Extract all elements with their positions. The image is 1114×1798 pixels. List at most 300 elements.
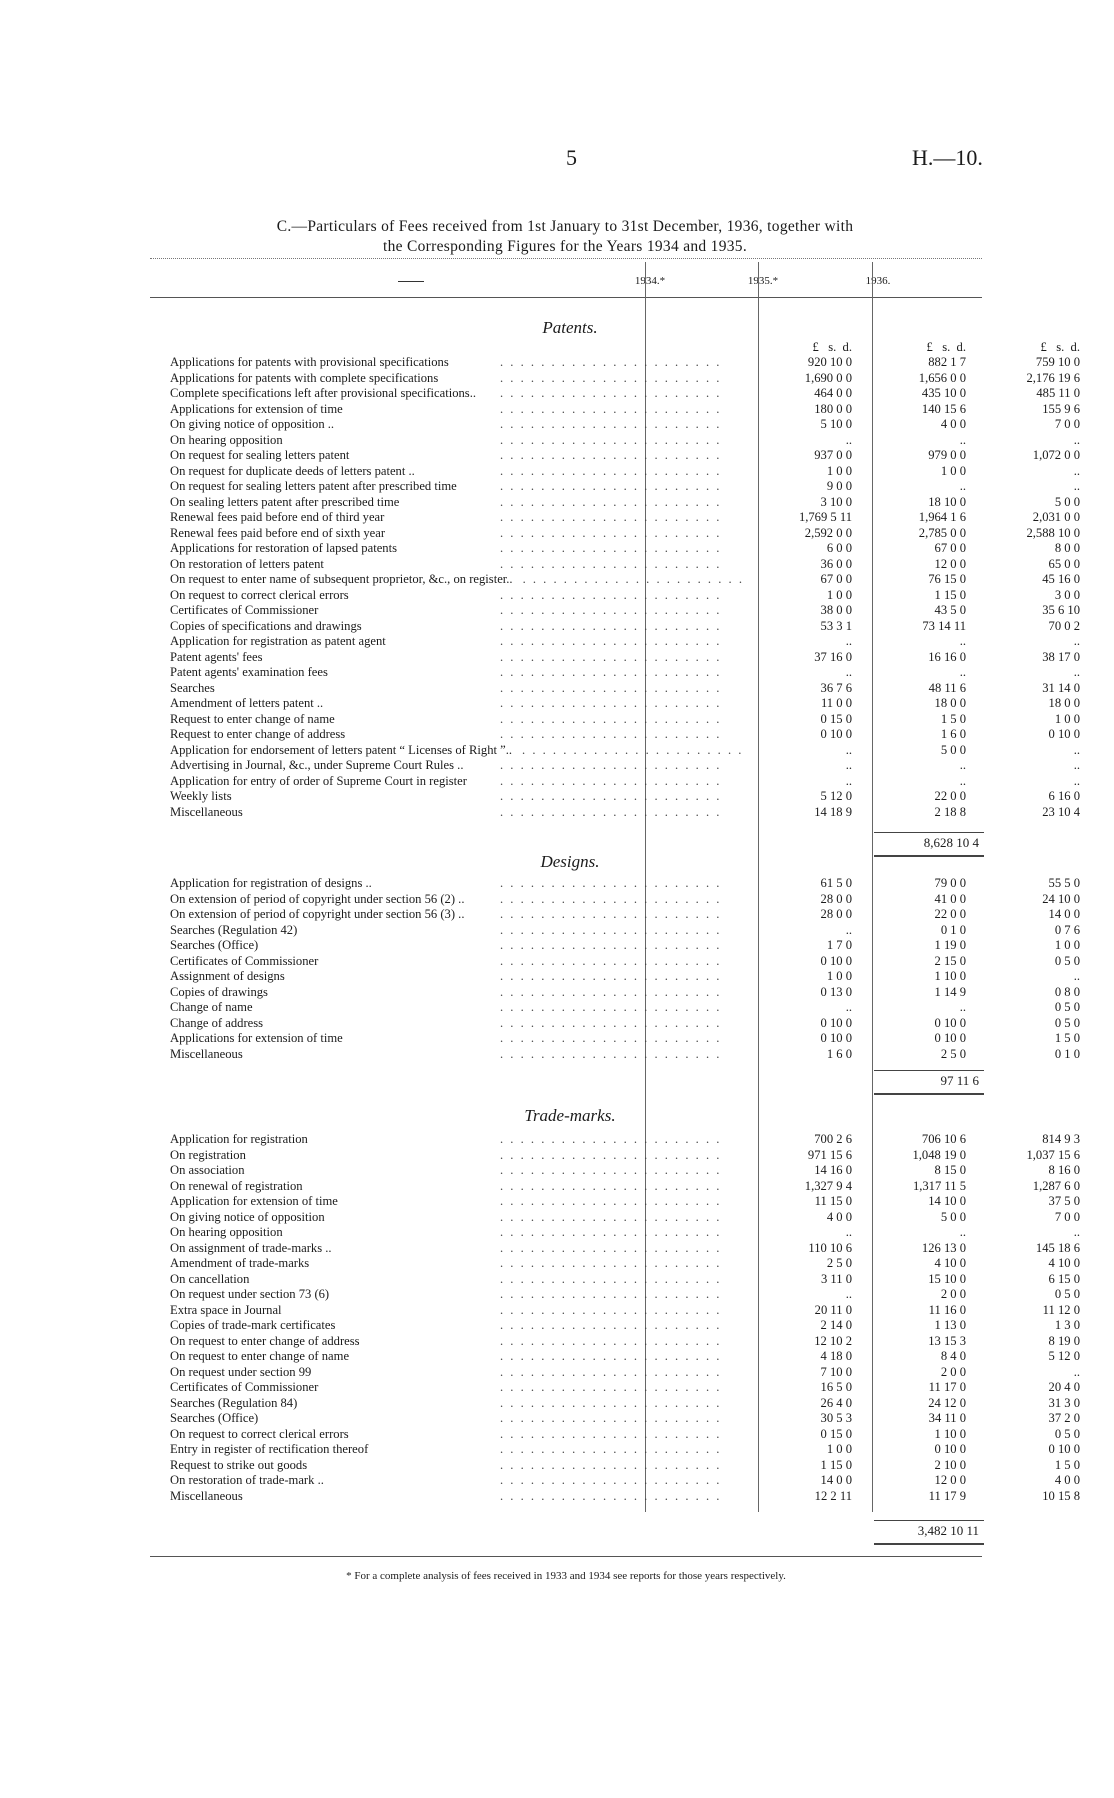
- label-column-dash: [398, 281, 424, 282]
- leader-dots: . . . . . . . . . . . . . . . . . . . . . .: [500, 1488, 722, 1503]
- table-row: [170, 1209, 1080, 1226]
- row-label: Application for endorsement of letters patent “ Licenses of Right ”..: [170, 742, 513, 757]
- amount-1936: 0 10 0: [1048, 1442, 1080, 1456]
- leader-dots: . . . . . . . . . . . . . . . . . . . . . .: [500, 448, 722, 462]
- leader-dots: . . . . . . . . . . . . . . . . . . . . . .: [500, 417, 722, 431]
- amount-1934: 920 10 0: [807, 355, 852, 369]
- amount-1935: 706 10 6: [921, 1132, 966, 1146]
- amount-1934: 26 4 0: [820, 1395, 852, 1410]
- amount-1935: 4 10 0: [934, 1256, 966, 1270]
- amount-1934: ..: [845, 758, 852, 772]
- amount-1935: 1 10 0: [934, 969, 966, 983]
- amount-1934: 2 5 0: [826, 1256, 852, 1270]
- leader-dots: . . . . . . . . . . . . . . . . . . . . . .: [522, 742, 744, 757]
- amount-1934: 3 10 0: [820, 494, 852, 509]
- row-label: Weekly lists: [170, 789, 232, 803]
- amount-1934: 1 0 0: [826, 1442, 852, 1456]
- row-label: Copies of drawings: [170, 984, 268, 999]
- amount-1934: 37 16 0: [814, 649, 852, 664]
- table-row: [170, 1256, 1080, 1272]
- table-row: [170, 603, 1080, 619]
- leader-dots: . . . . . . . . . . . . . . . . . . . . . .: [500, 1046, 722, 1061]
- table-row: [170, 938, 1080, 954]
- leader-dots: . . . . . . . . . . . . . . . . . . . . . .: [500, 773, 722, 788]
- row-label: Application for registration: [170, 1132, 308, 1146]
- leader-dots: . . . . . . . . . . . . . . . . . . . . . .: [500, 1000, 722, 1014]
- leader-dots: . . . . . . . . . . . . . . . . . . . . . .: [500, 1271, 722, 1286]
- leader-dots: . . . . . . . . . . . . . . . . . . . . . .: [500, 649, 722, 664]
- amount-1936: 8 16 0: [1048, 1163, 1080, 1177]
- designs-total: 97 11 6: [940, 1073, 979, 1088]
- row-label: On association: [170, 1163, 245, 1177]
- amount-1934: 11 15 0: [814, 1194, 852, 1208]
- amount-1936: 2,031 0 0: [1032, 510, 1080, 524]
- column-header-1934: 1934.*: [634, 275, 666, 287]
- amount-1935: 2 10 0: [934, 1457, 966, 1472]
- section-title-designs: Designs.: [540, 852, 600, 871]
- leader-dots: . . . . . . . . . . . . . . . . . . . . . .: [500, 1395, 722, 1410]
- row-label: Entry in register of rectification thereof: [170, 1442, 369, 1456]
- row-label: On request under section 99: [170, 1364, 312, 1379]
- amount-1936: 31 14 0: [1042, 680, 1080, 695]
- table-row: [170, 618, 1080, 635]
- leader-dots: . . . . . . . . . . . . . . . . . . . . . .: [500, 1163, 722, 1177]
- designs-rows: [170, 876, 1080, 1062]
- amount-1936: 1,037 15 6: [1026, 1147, 1080, 1162]
- amount-1934: ..: [845, 665, 852, 679]
- table-row: [170, 1240, 1080, 1257]
- amount-1935: 1,317 11 5: [912, 1178, 966, 1193]
- amount-1936: 485 11 0: [1036, 386, 1080, 400]
- table-row: [170, 1031, 1080, 1047]
- table-row: [170, 758, 1080, 774]
- amount-1935: 140 15 6: [921, 401, 966, 416]
- table-row: [170, 1271, 1080, 1288]
- amount-1934: 5 12 0: [820, 789, 852, 803]
- units-1935: £ s. d.: [926, 340, 966, 354]
- amount-1935: ..: [959, 479, 966, 493]
- amount-1935: 2 0 0: [940, 1364, 966, 1379]
- amount-1935: ..: [959, 1225, 966, 1239]
- amount-1934: 700 2 6: [814, 1132, 852, 1146]
- amount-1936: ..: [1073, 432, 1080, 447]
- units-1936: £ s. d.: [1040, 340, 1080, 354]
- leader-dots: . . . . . . . . . . . . . . . . . . . . . .: [500, 1132, 722, 1146]
- amount-1935: ..: [959, 773, 966, 788]
- row-label: Searches (Office): [170, 938, 259, 952]
- table-row: [170, 1395, 1080, 1412]
- row-label: Miscellaneous: [170, 1488, 243, 1503]
- leader-dots: . . . . . . . . . . . . . . . . . . . . . .: [500, 1015, 722, 1030]
- amount-1935: 1 5 0: [940, 711, 966, 726]
- table-row: [170, 1132, 1080, 1148]
- table-row: [170, 804, 1080, 821]
- table-row: [170, 727, 1080, 743]
- amount-1934: 110 10 6: [808, 1240, 852, 1255]
- amount-1936: ..: [1073, 758, 1080, 772]
- row-label: Assignment of designs: [170, 969, 285, 983]
- table-row: [170, 1046, 1080, 1063]
- leader-dots: . . . . . . . . . . . . . . . . . . . . . .: [500, 1473, 722, 1487]
- row-label: On extension of period of copyright under section 56 (2) ..: [170, 891, 465, 906]
- amount-1936: 0 8 0: [1054, 984, 1080, 999]
- leader-dots: . . . . . . . . . . . . . . . . . . . . . .: [500, 370, 722, 385]
- row-label: Searches (Office): [170, 1411, 259, 1425]
- amount-1935: 1 14 9: [934, 984, 966, 999]
- amount-1936: 70 0 2: [1048, 618, 1080, 633]
- amount-1936: 7 0 0: [1054, 1209, 1080, 1224]
- table-row: [170, 1163, 1080, 1179]
- amount-1935: 0 1 0: [940, 922, 966, 937]
- table-bottom-rule: [150, 1556, 982, 1557]
- amount-1934: 0 10 0: [820, 727, 852, 741]
- table-row: [170, 417, 1080, 433]
- leader-dots: . . . . . . . . . . . . . . . . . . . . . .: [500, 969, 722, 983]
- leader-dots: . . . . . . . . . . . . . . . . . . . . . .: [500, 938, 722, 952]
- leader-dots: . . . . . . . . . . . . . . . . . . . . . .: [500, 386, 722, 400]
- row-label: Amendment of trade-marks: [170, 1256, 310, 1270]
- amount-1935: 0 10 0: [934, 1031, 966, 1045]
- amount-1935: 1,048 19 0: [912, 1147, 966, 1162]
- row-label: On request to correct clerical errors: [170, 1426, 349, 1441]
- amount-1935: 13 15 3: [928, 1333, 966, 1348]
- row-label: Applications for extension of time: [170, 401, 343, 416]
- amount-1936: 0 7 6: [1054, 922, 1080, 937]
- table-row: [170, 891, 1080, 908]
- row-label: Extra space in Journal: [170, 1302, 282, 1317]
- trademarks-rows: [170, 1132, 1080, 1504]
- amount-1936: 0 5 0: [1054, 1000, 1080, 1014]
- table-row: [170, 1349, 1080, 1365]
- row-label: Certificates of Commissioner: [170, 953, 319, 968]
- table-row: [170, 463, 1080, 480]
- row-label: Certificates of Commissioner: [170, 1380, 319, 1394]
- amount-1935: 2 18 8: [934, 804, 966, 819]
- leader-dots: . . . . . . . . . . . . . . . . . . . . . .: [500, 618, 722, 633]
- row-label: Advertising in Journal, &c., under Supreme Court Rules ..: [170, 758, 464, 772]
- amount-1935: 15 10 0: [928, 1271, 966, 1286]
- amount-1934: 3 11 0: [820, 1271, 852, 1286]
- amount-1935: 41 0 0: [934, 891, 966, 906]
- amount-1936: 5 12 0: [1048, 1349, 1080, 1363]
- table-row: [170, 907, 1080, 923]
- row-label: Applications for patents with provisional specifications: [170, 355, 449, 369]
- table-row: [170, 1442, 1080, 1458]
- leader-dots: . . . . . . . . . . . . . . . . . . . . . .: [500, 1209, 722, 1224]
- amount-1934: 1,690 0 0: [804, 370, 852, 385]
- leader-dots: . . . . . . . . . . . . . . . . . . . . . .: [500, 711, 722, 726]
- leader-dots: . . . . . . . . . . . . . . . . . . . . . .: [500, 1225, 722, 1239]
- table-row: [170, 665, 1080, 681]
- row-label: Change of address: [170, 1015, 264, 1030]
- leader-dots: . . . . . . . . . . . . . . . . . . . . . .: [500, 1147, 722, 1162]
- amount-1936: 18 0 0: [1048, 696, 1080, 710]
- leader-dots: . . . . . . . . . . . . . . . . . . . . . .: [500, 556, 722, 571]
- amount-1934: 61 5 0: [820, 876, 852, 890]
- amount-1936: 155 9 6: [1042, 401, 1080, 416]
- table-row: [170, 1147, 1080, 1164]
- table-row: [170, 386, 1080, 402]
- amount-1934: 53 3 1: [820, 618, 852, 633]
- row-label: On request under section 73 (6): [170, 1287, 330, 1301]
- table-title-line-2: the Corresponding Figures for the Years 1934 and 1935.: [382, 238, 748, 255]
- table-row: [170, 1364, 1080, 1381]
- table-row: [170, 510, 1080, 526]
- column-header-1936: 1936.: [865, 275, 891, 287]
- amount-1934: 28 0 0: [820, 891, 852, 906]
- row-label: Amendment of letters patent ..: [170, 696, 324, 710]
- amount-1934: 1 0 0: [826, 587, 852, 602]
- amount-1934: 36 0 0: [820, 556, 852, 571]
- amount-1935: 11 17 9: [928, 1488, 966, 1503]
- amount-1935: 43 5 0: [934, 603, 966, 617]
- row-label: Complete specifications left after provisional specifications..: [170, 386, 477, 400]
- amount-1935: 79 0 0: [934, 876, 966, 890]
- amount-1934: ..: [845, 742, 852, 757]
- amount-1936: 7 0 0: [1054, 417, 1080, 431]
- amount-1936: 1,072 0 0: [1032, 448, 1080, 462]
- amount-1934: 0 13 0: [820, 984, 852, 999]
- table-row: [170, 479, 1080, 495]
- row-label: On request for sealing letters patent: [170, 448, 350, 462]
- table-row: [170, 634, 1080, 650]
- amount-1935: 2,785 0 0: [918, 525, 966, 540]
- amount-1934: ..: [845, 1225, 852, 1239]
- table-row: [170, 1333, 1080, 1350]
- leader-dots: . . . . . . . . . . . . . . . . . . . . . .: [500, 1364, 722, 1379]
- table-row: [170, 1426, 1080, 1443]
- amount-1934: ..: [845, 1287, 852, 1301]
- row-label: On request to enter change of name: [170, 1349, 350, 1363]
- row-label: On request to enter change of address: [170, 1333, 360, 1348]
- row-label: Searches (Regulation 42): [170, 922, 298, 937]
- leader-dots: . . . . . . . . . . . . . . . . . . . . . .: [500, 1457, 722, 1472]
- amount-1936: 2,588 10 0: [1026, 525, 1080, 540]
- amount-1936: ..: [1073, 742, 1080, 757]
- header-top-rule: [150, 258, 982, 259]
- amount-1934: 0 15 0: [820, 1426, 852, 1441]
- leader-dots: . . . . . . . . . . . . . . . . . . . . . .: [500, 494, 722, 509]
- amount-1934: 14 18 9: [814, 804, 852, 819]
- table-row: [170, 1380, 1080, 1396]
- amount-1936: 8 19 0: [1048, 1333, 1080, 1348]
- amount-1936: ..: [1073, 1225, 1080, 1239]
- amount-1934: 4 18 0: [820, 1349, 852, 1363]
- leader-dots: . . . . . . . . . . . . . . . . . . . . . .: [500, 922, 722, 937]
- amount-1936: 0 5 0: [1054, 953, 1080, 968]
- table-row: [170, 1457, 1080, 1474]
- amount-1936: 10 15 8: [1042, 1488, 1080, 1503]
- row-label: On sealing letters patent after prescribed time: [170, 494, 400, 509]
- amount-1936: 0 5 0: [1054, 1287, 1080, 1301]
- table-row: [170, 370, 1080, 387]
- amount-1934: ..: [845, 634, 852, 648]
- row-label: Applications for restoration of lapsed patents: [170, 541, 397, 555]
- units-1934: £ s. d.: [812, 340, 852, 354]
- amount-1935: ..: [959, 432, 966, 447]
- footnote: * For a complete analysis of fees received in 1933 and 1934 see reports for those years respectively.: [346, 1570, 786, 1582]
- amount-1936: ..: [1073, 665, 1080, 679]
- row-label: Renewal fees paid before end of sixth year: [170, 525, 386, 540]
- table-row: [170, 1318, 1080, 1334]
- amount-1935: 2 0 0: [940, 1287, 966, 1301]
- table-title: [140, 217, 990, 257]
- leader-dots: . . . . . . . . . . . . . . . . . . . . . .: [500, 1318, 722, 1332]
- table-row: [170, 953, 1080, 970]
- row-label: On assignment of trade-marks ..: [170, 1240, 332, 1255]
- leader-dots: . . . . . . . . . . . . . . . . . . . . . .: [500, 479, 722, 493]
- amount-1934: 4 0 0: [826, 1209, 852, 1224]
- row-label: Searches (Regulation 84): [170, 1395, 298, 1410]
- leader-dots: . . . . . . . . . . . . . . . . . . . . . .: [500, 727, 722, 741]
- leader-dots: . . . . . . . . . . . . . . . . . . . . . .: [500, 891, 722, 906]
- amount-1935: 76 15 0: [928, 572, 966, 586]
- leader-dots: . . . . . . . . . . . . . . . . . . . . . .: [500, 401, 722, 416]
- units-header: [170, 340, 1080, 356]
- row-label: Miscellaneous: [170, 804, 243, 819]
- amount-1936: ..: [1073, 1364, 1080, 1379]
- amount-1934: ..: [845, 773, 852, 788]
- amount-1934: 5 10 0: [820, 417, 852, 431]
- leader-dots: . . . . . . . . . . . . . . . . . . . . . .: [500, 680, 722, 695]
- row-label: Applications for extension of time: [170, 1031, 343, 1045]
- amount-1934: 1 0 0: [826, 969, 852, 983]
- row-label: Request to strike out goods: [170, 1457, 308, 1472]
- table-row: [170, 494, 1080, 511]
- amount-1935: 14 10 0: [928, 1194, 966, 1208]
- table-row: [170, 1287, 1080, 1303]
- amount-1934: 14 0 0: [820, 1473, 852, 1487]
- row-label: Request to enter change of name: [170, 711, 335, 726]
- row-label: On registration: [170, 1147, 246, 1162]
- amount-1935: 979 0 0: [928, 448, 966, 462]
- amount-1935: 1 19 0: [934, 938, 966, 952]
- amount-1934: 1,769 5 11: [798, 510, 852, 524]
- amount-1935: 1,656 0 0: [918, 370, 966, 385]
- row-label: Application for entry of order of Supreme Court in register: [170, 773, 467, 788]
- leader-dots: . . . . . . . . . . . . . . . . . . . . . .: [500, 587, 722, 602]
- leader-dots: . . . . . . . . . . . . . . . . . . . . . .: [500, 634, 722, 648]
- leader-dots: . . . . . . . . . . . . . . . . . . . . . .: [500, 1178, 722, 1193]
- table-row: [170, 525, 1080, 542]
- amount-1936: 1 0 0: [1054, 938, 1080, 952]
- row-label: Application for extension of time: [170, 1194, 338, 1208]
- leader-dots: . . . . . . . . . . . . . . . . . . . . . .: [500, 1031, 722, 1045]
- amount-1934: 180 0 0: [814, 401, 852, 416]
- leader-dots: . . . . . . . . . . . . . . . . . . . . . .: [500, 1349, 722, 1363]
- row-label: Renewal fees paid before end of third year: [170, 510, 385, 524]
- amount-1934: 67 0 0: [820, 572, 852, 586]
- table-row: [170, 432, 1080, 449]
- amount-1936: ..: [1073, 463, 1080, 478]
- row-label: Application for registration of designs ..: [170, 876, 372, 890]
- amount-1934: ..: [845, 1000, 852, 1014]
- amount-1936: 23 10 4: [1042, 804, 1080, 819]
- amount-1936: 37 2 0: [1048, 1411, 1080, 1425]
- table-row: [170, 789, 1080, 805]
- amount-1936: ..: [1073, 773, 1080, 788]
- table-row: [170, 1194, 1080, 1210]
- leader-dots: . . . . . . . . . . . . . . . . . . . . . .: [500, 510, 722, 524]
- amount-1936: 0 10 0: [1048, 727, 1080, 741]
- amount-1936: 37 5 0: [1048, 1194, 1080, 1208]
- amount-1935: 126 13 0: [921, 1240, 966, 1255]
- amount-1935: 8 15 0: [934, 1163, 966, 1177]
- amount-1936: 24 10 0: [1042, 891, 1080, 906]
- header-bottom-rule: [150, 297, 982, 298]
- amount-1935: 2 15 0: [934, 953, 966, 968]
- table-row: [170, 572, 1080, 588]
- amount-1934: 0 10 0: [820, 1031, 852, 1045]
- row-label: Certificates of Commissioner: [170, 603, 319, 617]
- amount-1936: 1,287 6 0: [1032, 1178, 1080, 1193]
- amount-1935: 5 0 0: [940, 1209, 966, 1224]
- amount-1934: 1 15 0: [820, 1457, 852, 1472]
- leader-dots: . . . . . . . . . . . . . . . . . . . . . .: [500, 804, 722, 819]
- leader-dots: . . . . . . . . . . . . . . . . . . . . . .: [500, 907, 722, 921]
- amount-1936: 0 1 0: [1054, 1046, 1080, 1061]
- leader-dots: . . . . . . . . . . . . . . . . . . . . . .: [500, 1302, 722, 1317]
- table-row: [170, 1015, 1080, 1032]
- amount-1935: 2 5 0: [940, 1046, 966, 1061]
- leader-dots: . . . . . . . . . . . . . . . . . . . . . .: [500, 525, 722, 540]
- amount-1936: ..: [1073, 479, 1080, 493]
- leader-dots: . . . . . . . . . . . . . . . . . . . . . .: [500, 1287, 722, 1301]
- amount-1936: 5 0 0: [1054, 494, 1080, 509]
- amount-1936: 20 4 0: [1048, 1380, 1080, 1394]
- amount-1934: 36 7 6: [820, 680, 852, 695]
- amount-1934: 38 0 0: [820, 603, 852, 617]
- table-row: [170, 541, 1080, 557]
- row-label: Application for registration as patent agent: [170, 634, 386, 648]
- leader-dots: . . . . . . . . . . . . . . . . . . . . . .: [500, 1333, 722, 1348]
- amount-1935: ..: [959, 665, 966, 679]
- amount-1934: 16 5 0: [820, 1380, 852, 1394]
- amount-1936: 35 6 10: [1042, 603, 1080, 617]
- amount-1935: 18 10 0: [928, 494, 966, 509]
- amount-1935: ..: [959, 634, 966, 648]
- row-label: Searches: [170, 680, 215, 695]
- table-row: [170, 1411, 1080, 1427]
- patents-total: 8,628 10 4: [923, 835, 979, 850]
- table-row: [170, 680, 1080, 697]
- table-row: [170, 984, 1080, 1001]
- amount-1935: 1 10 0: [934, 1426, 966, 1441]
- amount-1934: 1 0 0: [826, 463, 852, 478]
- leader-dots: . . . . . . . . . . . . . . . . . . . . . .: [500, 1240, 722, 1255]
- table-row: [170, 742, 1080, 759]
- amount-1934: 971 15 6: [807, 1147, 852, 1162]
- amount-1935: 5 0 0: [940, 742, 966, 757]
- trademarks-total: 3,482 10 11: [917, 1523, 979, 1538]
- table-row: [170, 401, 1080, 418]
- amount-1936: 31 3 0: [1048, 1395, 1080, 1410]
- table-row: [170, 587, 1080, 604]
- amount-1935: 22 0 0: [934, 789, 966, 803]
- amount-1935: 48 11 6: [928, 680, 966, 695]
- leader-dots: . . . . . . . . . . . . . . . . . . . . . .: [500, 758, 722, 772]
- table-row: [170, 1302, 1080, 1319]
- amount-1936: 1 5 0: [1054, 1031, 1080, 1045]
- row-label: On extension of period of copyright under section 56 (3) ..: [170, 907, 465, 921]
- amount-1934: 6 0 0: [826, 541, 852, 555]
- amount-1934: 11 0 0: [820, 696, 852, 710]
- row-label: On cancellation: [170, 1271, 250, 1286]
- row-label: On request to correct clerical errors: [170, 587, 349, 602]
- amount-1935: 882 1 7: [928, 355, 966, 369]
- leader-dots: . . . . . . . . . . . . . . . . . . . . . .: [500, 789, 722, 803]
- amount-1935: 11 17 0: [928, 1380, 966, 1394]
